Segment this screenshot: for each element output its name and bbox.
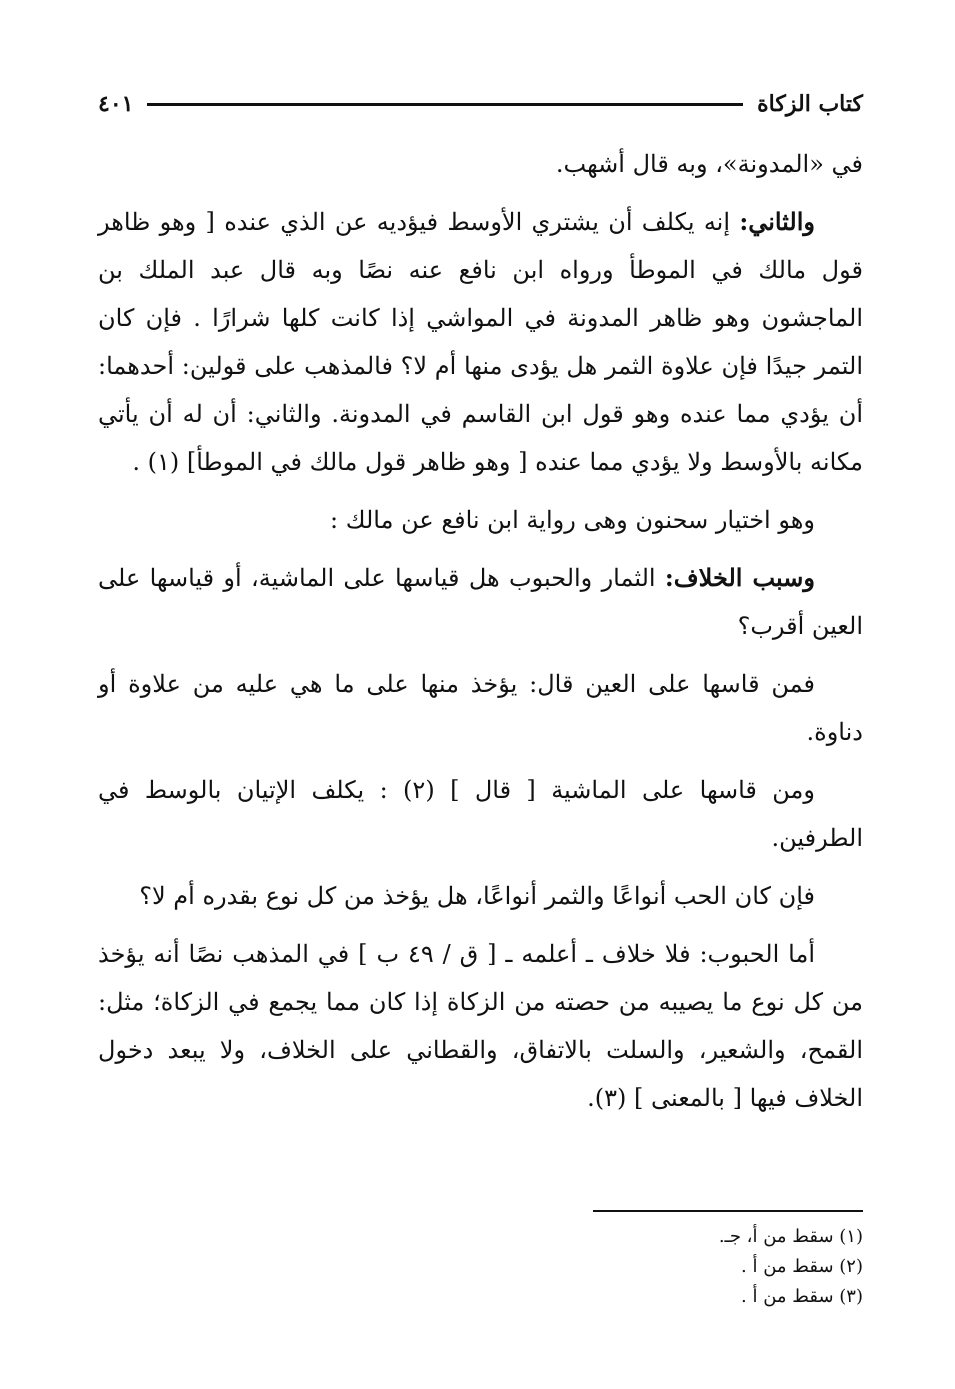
paragraph-3 <box>98 496 863 544</box>
paragraph-1-text: في «المدونة»، وبه قال أشهب. <box>555 150 863 178</box>
paragraph-4 <box>98 554 863 650</box>
paragraph-2 <box>98 198 863 486</box>
page-number: ٤٠١ <box>98 91 134 117</box>
paragraph-2-lead: والثاني: <box>739 207 815 236</box>
paragraph-8 <box>98 930 863 1122</box>
footnote-2: (٢) سقط من أ . <box>741 1256 863 1277</box>
footnote-rule <box>593 1210 863 1212</box>
paragraph-4-lead: وسبب الخلاف: <box>664 563 815 592</box>
footnotes <box>593 1210 863 1312</box>
paragraph-6 <box>98 766 863 862</box>
paragraph-2-text: إنه يكلف أن يشتري الأوسط فيؤديه عن الذي عنده [ وهو ظاهر قول مالك في الموطأ ورواه ابن نافع عنه نصًا وبه قال عبد الملك بن الماجشون وهو ظاهر المدونة في المواشي إذا كانت كلها شرارًا . فإن كان التمر جيدًا فإن علاوة الثمر هل يؤدى منها أم لا؟ فالمذهب على قولين: أحدهما: أن يؤدي مما عنده وهو قول ابن القاسم في المدونة. والثاني: أن له أن يأتي مكانه بالأوسط ولا يؤدي مما عنده [ وهو ظاهر قول مالك في الموطأ] (١) . <box>98 208 863 476</box>
footnote-1: (١) سقط من أ، جـ. <box>718 1226 863 1247</box>
header-title: كتاب الزكاة <box>757 91 863 117</box>
paragraph-3-text: وهو اختيار سحنون وهى رواية ابن نافع عن مالك : <box>330 506 815 534</box>
paragraph-5-text: فمن قاسها على العين قال: يؤخذ منها على ما هي عليه من علاوة أو دناوة. <box>98 670 863 746</box>
paragraph-4-text: الثمار والحبوب هل قياسها على الماشية، أو قياسها على العين أقرب؟ <box>98 564 863 640</box>
paragraph-7-text: فإن كان الحب أنواعًا والثمر أنواعًا، هل يؤخذ من كل نوع بقدره أم لا؟ <box>139 882 815 910</box>
main-text <box>98 140 863 1132</box>
paragraph-5 <box>98 660 863 756</box>
header-rule <box>147 103 743 106</box>
paragraph-1 <box>98 140 863 188</box>
running-header <box>98 84 863 124</box>
paragraph-8-text: أما الحبوب: فلا خلاف ـ أعلمه ـ [ ق / ٤٩ ب ] في المذهب نصًا أنه يؤخذ من كل نوع ما يصيبه من حصته من الزكاة إذا كان مما يجمع في الزكاة؛ مثل: القمح، والشعير، والسلت بالاتفاق، والقطاني على الخلاف، ولا يبعد دخول الخلاف فيها [ بالمعنى ] (٣). <box>98 940 863 1112</box>
paragraph-6-text: ومن قاسها على الماشية [ قال ] (٢) : يكلف الإتيان بالوسط في الطرفين. <box>98 776 863 852</box>
footnote-3: (٣) سقط من أ . <box>741 1286 863 1307</box>
paragraph-7 <box>98 872 863 920</box>
